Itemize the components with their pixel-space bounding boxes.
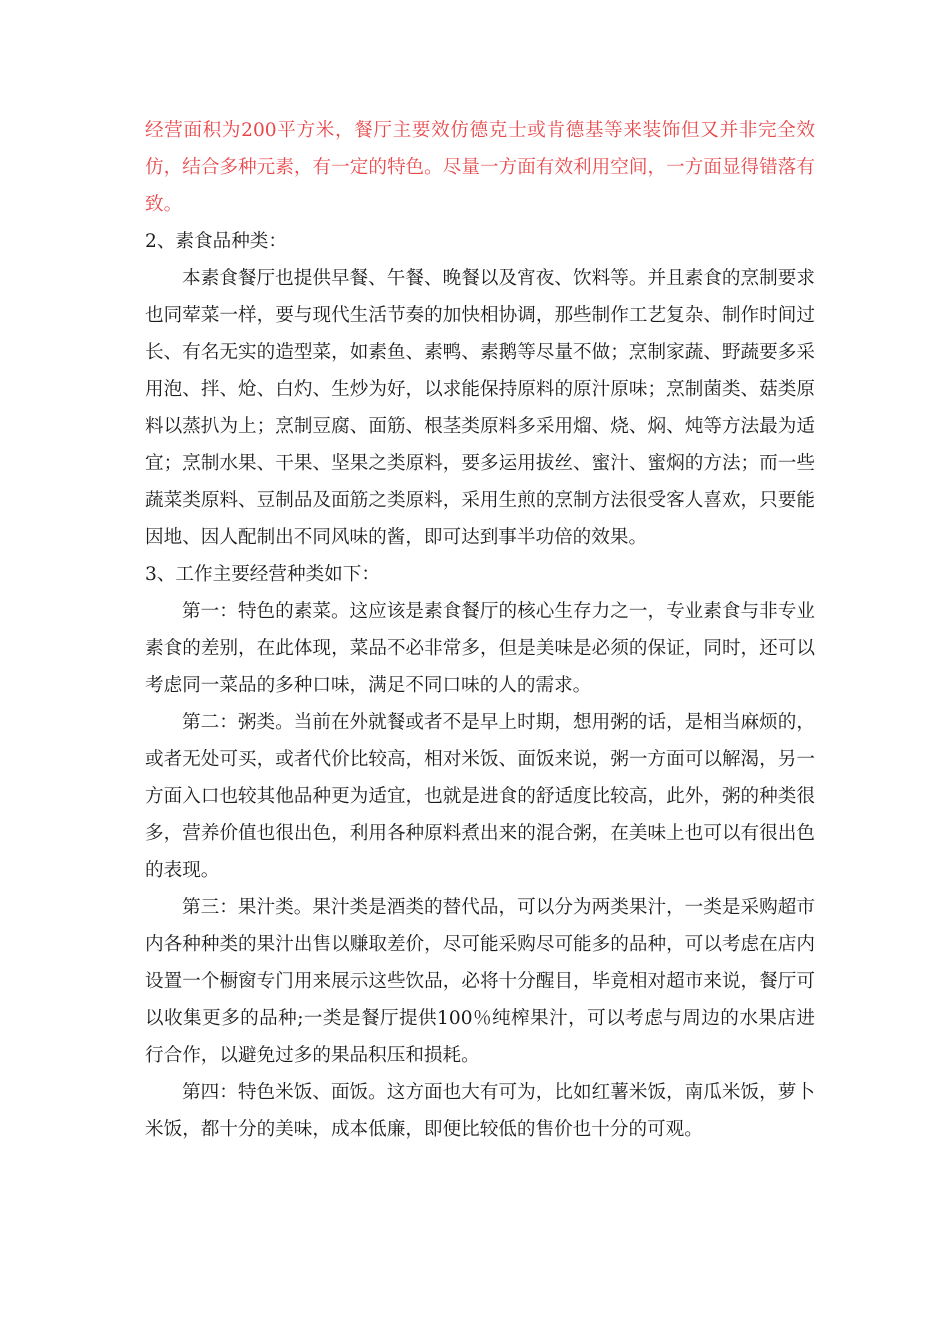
section-heading-business-categories: 3、工作主要经营种类如下：	[145, 564, 380, 585]
document-body	[145, 112, 815, 1148]
section-heading-food-types: 2、素食品种类：	[145, 231, 287, 252]
category-item-juice: 第三：果汁类。果汁类是酒类的替代品，可以分为两类果汁，一类是采购超市内各种种类的果汁出售以赚取差价，尽可能采购尽可能多的品种，可以考虑在店内设置一个橱窗专门用来展示这些饮品，必将十分醒目，毕竟相对超市来说，餐厅可以收集更多的品种;一类是餐厅提供100％纯榨果汁，可以考虑与周边的水果店进行合作，以避免过多的果品积压和损耗。	[145, 897, 815, 1066]
category-item-porridge: 第二：粥类。当前在外就餐或者不是早上时期，想用粥的话，是相当麻烦的，或者无处可买，或者代价比较高，相对米饭、面饭来说，粥一方面可以解渴，另一方面入口也较其他品种更为适宜，也就是进食的舒适度比较高，此外，粥的种类很多，营养价值也很出色，利用各种原料煮出来的混合粥，在美味上也可以有很出色的表现。	[145, 712, 815, 881]
food-types-paragraph: 本素食餐厅也提供早餐、午餐、晚餐以及宵夜、饮料等。并且素食的烹制要求也同荤菜一样，要与现代生活节奏的加快相协调，那些制作工艺复杂、制作时间过长、有名无实的造型菜，如素鱼、素鸭、素鹅等尽量不做；烹制家蔬、野蔬要多采用泡、拌、炝、白灼、生炒为好，以求能保持原料的原汁原味；烹制菌类、菇类原料以蒸扒为上；烹制豆腐、面筋、根茎类原料多采用熘、烧、焖、炖等方法最为适宜；烹制水果、干果、坚果之类原料，要多运用拔丝、蜜汁、蜜焖的方法；而一些蔬菜类原料、豆制品及面筋之类原料，采用生煎的烹制方法很受客人喜欢，只要能因地、因人配制出不同风味的酱，即可达到事半功倍的效果。	[145, 268, 815, 548]
category-item-rice: 第四：特色米饭、面饭。这方面也大有可为，比如红薯米饭，南瓜米饭，萝卜米饭，都十分的美味，成本低廉，即便比较低的售价也十分的可观。	[145, 1082, 815, 1140]
intro-paragraph: 经营面积为200平方米，餐厅主要效仿德克士或肯德基等来装饰但又并非完全效仿，结合多种元素，有一定的特色。尽量一方面有效利用空间，一方面显得错落有致。	[145, 120, 815, 215]
category-item-vegetarian-dishes: 第一：特色的素菜。这应该是素食餐厅的核心生存力之一，专业素食与非专业素食的差别，在此体现，菜品不必非常多，但是美味是必须的保证，同时，还可以考虑同一菜品的多种口味，满足不同口味的人的需求。	[145, 601, 815, 696]
